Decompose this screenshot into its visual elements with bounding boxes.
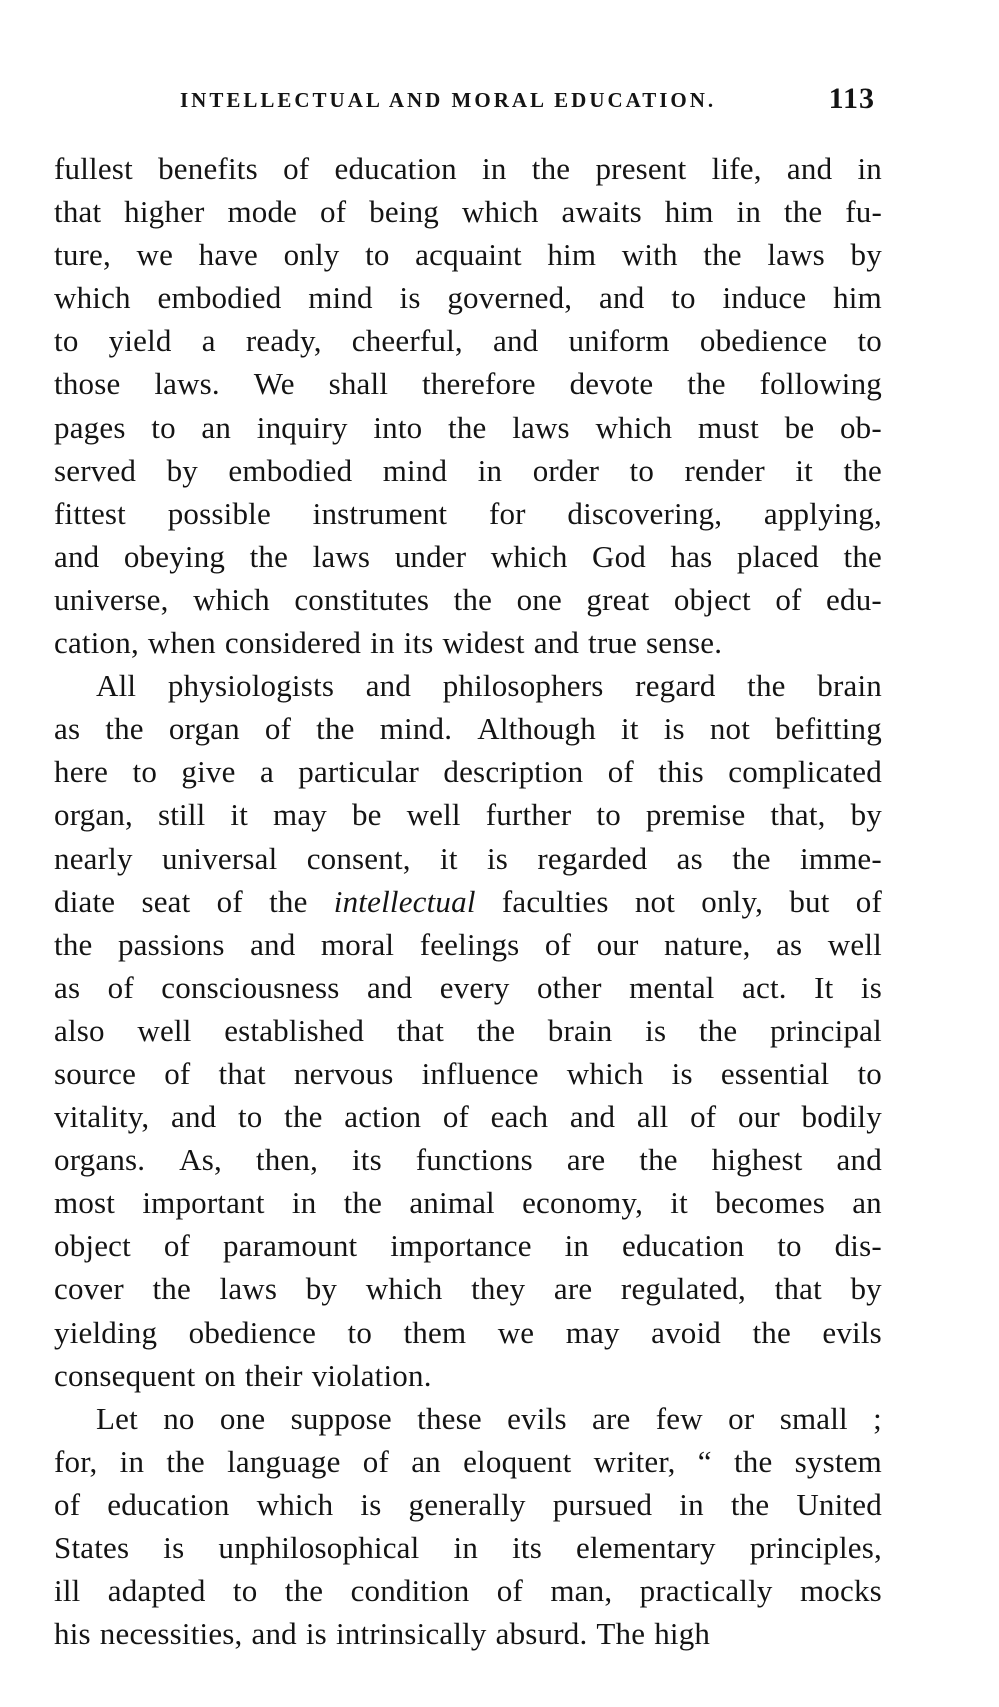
text-line: organs. As, then, its functions are the highest and bbox=[54, 1142, 882, 1178]
text-line: which embodied mind is governed, and to induce him bbox=[54, 280, 882, 316]
text-line: served by embodied mind in order to render it the bbox=[54, 452, 882, 488]
text-line: nearly universal consent, it is regarded as the imme- bbox=[54, 840, 882, 876]
text-line: All physiologists and philosophers regard the brain bbox=[96, 668, 882, 704]
text-line: and obeying the laws under which God has placed the bbox=[54, 538, 882, 574]
text-line: the passions and moral feelings of our nature, as well bbox=[54, 926, 882, 962]
text-line: here to give a particular description of this complicated bbox=[54, 754, 882, 790]
text-line: ill adapted to the condition of man, practically mocks bbox=[54, 1573, 882, 1609]
text-line: States is unphilosophical in its elementary principles, bbox=[54, 1530, 882, 1565]
running-head bbox=[55, 82, 885, 122]
text-line: also well established that the brain is the principal bbox=[54, 1012, 882, 1048]
text-line: universe, which constitutes the one great object of edu- bbox=[54, 581, 882, 617]
body-text bbox=[54, 147, 882, 1655]
text-line: source of that nervous influence which is essential to bbox=[54, 1055, 882, 1091]
text-line: as of consciousness and every other mental act. It is bbox=[54, 969, 882, 1005]
text-line: diate seat of the intellectual faculties not only, but of bbox=[54, 883, 882, 919]
text-line: yielding obedience to them we may avoid the evils bbox=[54, 1314, 882, 1350]
page-number: 113 bbox=[828, 82, 875, 115]
text-line: to yield a ready, cheerful, and uniform obedience to bbox=[54, 323, 882, 359]
text-line: as the organ of the mind. Although it is not befitting bbox=[54, 711, 882, 747]
text-line: organ, still it may be well further to premise that, by bbox=[54, 797, 882, 833]
text-line: that higher mode of being which awaits him in the fu- bbox=[54, 194, 882, 230]
text-line: pages to an inquiry into the laws which must be ob- bbox=[54, 409, 882, 445]
text-line: consequent on their violation. bbox=[54, 1357, 432, 1393]
paragraph bbox=[54, 1397, 882, 1656]
text-line: fittest possible instrument for discovering, applying, bbox=[54, 495, 882, 531]
text-line: vitality, and to the action of each and all of our bodily bbox=[54, 1099, 882, 1135]
text-line: of education which is generally pursued in the United bbox=[54, 1486, 882, 1522]
text-line: ture, we have only to acquaint him with the laws by bbox=[54, 237, 882, 273]
text-line: fullest benefits of education in the present life, and in bbox=[54, 151, 882, 186]
text-line: his necessities, and is intrinsically absurd. The high bbox=[54, 1616, 711, 1652]
text-line: for, in the language of an eloquent writer, “ the system bbox=[54, 1443, 882, 1479]
text-line: object of paramount importance in education to dis- bbox=[54, 1228, 882, 1264]
running-title: INTELLECTUAL AND MORAL EDUCATION. bbox=[180, 88, 717, 112]
text-line: most important in the animal economy, it becomes an bbox=[54, 1185, 882, 1221]
text-line: those laws. We shall therefore devote the following bbox=[54, 366, 882, 402]
text-line: Let no one suppose these evils are few or small ; bbox=[96, 1400, 882, 1436]
paragraph bbox=[54, 147, 882, 664]
text-line: cation, when considered in its widest and true sense. bbox=[54, 625, 723, 661]
paragraph bbox=[54, 664, 882, 1397]
text-line: cover the laws by which they are regulated, that by bbox=[54, 1271, 882, 1307]
